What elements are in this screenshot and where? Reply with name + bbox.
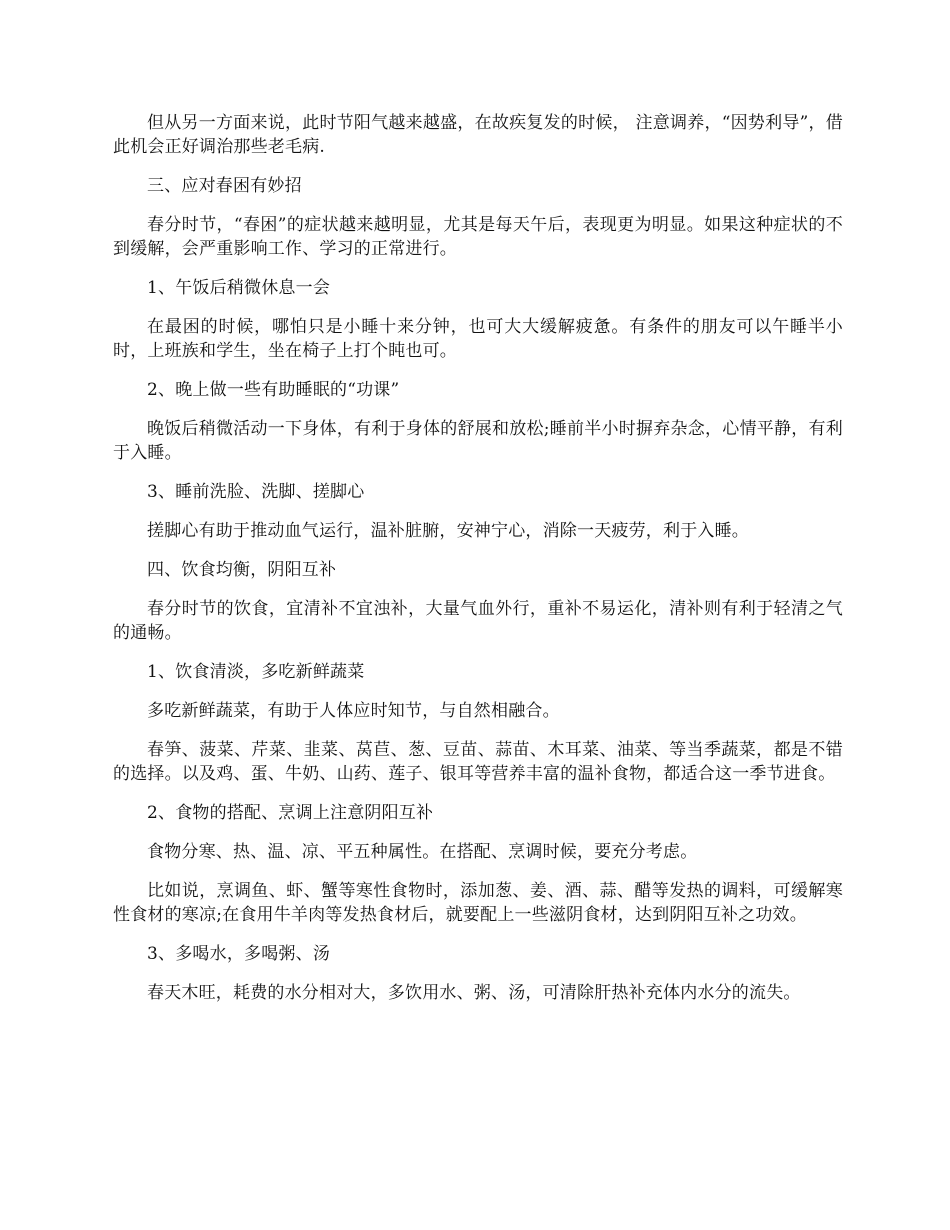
- paragraph-spring-equinox-diet: 春分时节的饮食，宜清补不宜浊补，大量气血外行，重补不易运化，清补则有利于轻清之气的通畅。: [113, 599, 843, 643]
- section-heading-spring-fatigue: 三、应对春困有妙招: [147, 176, 302, 196]
- paragraph-fresh-vegetables: 多吃新鲜蔬菜，有助于人体应时知节，与自然相融合。: [147, 701, 560, 721]
- subheading-light-diet-vegetables: 1、饮食清淡，多吃新鲜蔬菜: [147, 662, 365, 682]
- document-body: [113, 111, 843, 1020]
- paragraph-old-ailments: 但从另一方面来说，此时节阳气越来越盛，在故疾复发的时候， 注意调养，“因势利导”，借此机会正好调治那些老毛病.: [113, 113, 843, 157]
- subheading-drink-water-soup: 3、多喝水，多喝粥、汤: [147, 944, 331, 964]
- paragraph-spring-fatigue-symptoms: 春分时节，“春困”的症状越来越明显，尤其是每天午后，表现更为明显。如果这种症状的不到缓解，会严重影响工作、学习的正常进行。: [113, 215, 843, 259]
- paragraph-water-intake: 春天木旺，耗费的水分相对大，多饮用水、粥、汤，可清除肝热补充体内水分的流失。: [147, 983, 801, 1003]
- paragraph-nap-after-lunch: 在最困的时候，哪怕只是小睡十来分钟，也可大大缓解疲惫。有条件的朋友可以午睡半小时，上班族和学生，坐在椅子上打个盹也可。: [113, 317, 843, 361]
- paragraph-food-properties: 食物分寒、热、温、凉、平五种属性。在搭配、烹调时候，要充分考虑。: [147, 842, 698, 862]
- paragraph-rub-soles: 搓脚心有助于推动血气运行，温补脏腑，安神宁心，消除一天疲劳，利于入睡。: [147, 521, 749, 541]
- subheading-evening-sleep-habits: 2、晚上做一些有助睡眠的“功课”: [147, 380, 400, 400]
- paragraph-seasonal-foods: 春笋、菠菜、芹菜、韭菜、莴苣、葱、豆苗、蒜苗、木耳菜、油菜、等当季蔬菜，都是不错的选择。以及鸡、蛋、牛奶、山药、莲子、银耳等营养丰富的温补食物，都适合这一季节进食。: [113, 740, 843, 784]
- paragraph-cooking-example: 比如说，烹调鱼、虾、蟹等寒性食物时，添加葱、姜、酒、蒜、醋等发热的调料，可缓解寒性食材的寒凉;在食用牛羊肉等发热食材后，就要配上一些滋阴食材，达到阴阳互补之功效。: [113, 881, 843, 925]
- subheading-wash-before-sleep: 3、睡前洗脸、洗脚、搓脚心: [147, 482, 365, 502]
- paragraph-evening-sleep-habits: 晚饭后稍微活动一下身体，有利于身体的舒展和放松;睡前半小时摒弃杂念，心情平静，有利于入睡。: [113, 419, 843, 463]
- subheading-food-pairing: 2、食物的搭配、烹调上注意阴阳互补: [147, 803, 434, 823]
- subheading-nap-after-lunch: 1、午饭后稍微休息一会: [147, 278, 331, 298]
- section-heading-balanced-diet: 四、饮食均衡，阴阳互补: [147, 560, 337, 580]
